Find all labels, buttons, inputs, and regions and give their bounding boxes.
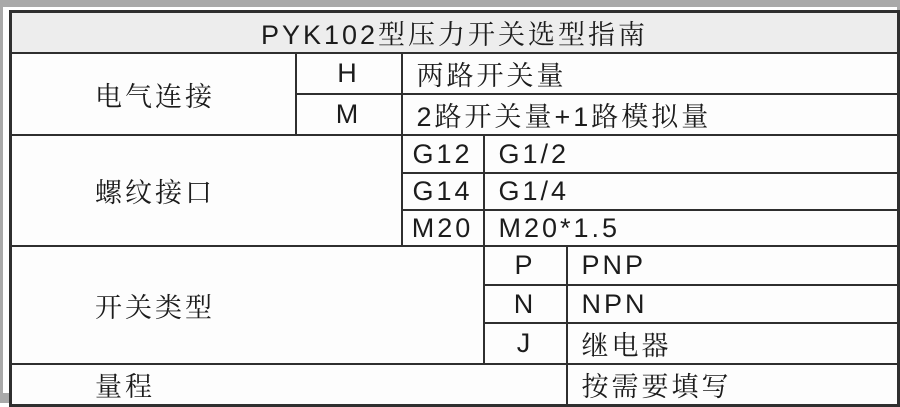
section-label-thread-interface: 螺纹接口	[11, 135, 402, 246]
option-code: N	[484, 285, 567, 323]
section-label-range: 量程	[11, 364, 567, 406]
option-code: G12	[402, 135, 484, 173]
option-desc: G1/4	[484, 173, 899, 210]
option-code: J	[484, 323, 567, 364]
option-desc: 两路开关量	[402, 53, 899, 94]
option-code: P	[484, 246, 567, 285]
option-code: H	[296, 53, 402, 94]
option-code: M20	[402, 210, 484, 246]
range-value: 按需要填写	[567, 364, 899, 406]
frame-top	[0, 0, 900, 7]
option-desc: PNP	[567, 246, 899, 285]
option-code: M	[296, 94, 402, 135]
table-title: PYK102型压力开关选型指南	[11, 12, 899, 54]
option-desc: M20*1.5	[484, 210, 899, 246]
option-desc: 2路开关量+1路模拟量	[402, 94, 899, 135]
frame-left	[0, 0, 3, 403]
option-desc: 继电器	[567, 323, 899, 364]
section-label-switch-type: 开关类型	[11, 246, 484, 364]
selection-guide-table	[9, 10, 900, 407]
option-desc: NPN	[567, 285, 899, 323]
option-code: G14	[402, 173, 484, 210]
section-label-electrical-connection: 电气连接	[11, 53, 296, 135]
option-desc: G1/2	[484, 135, 899, 173]
